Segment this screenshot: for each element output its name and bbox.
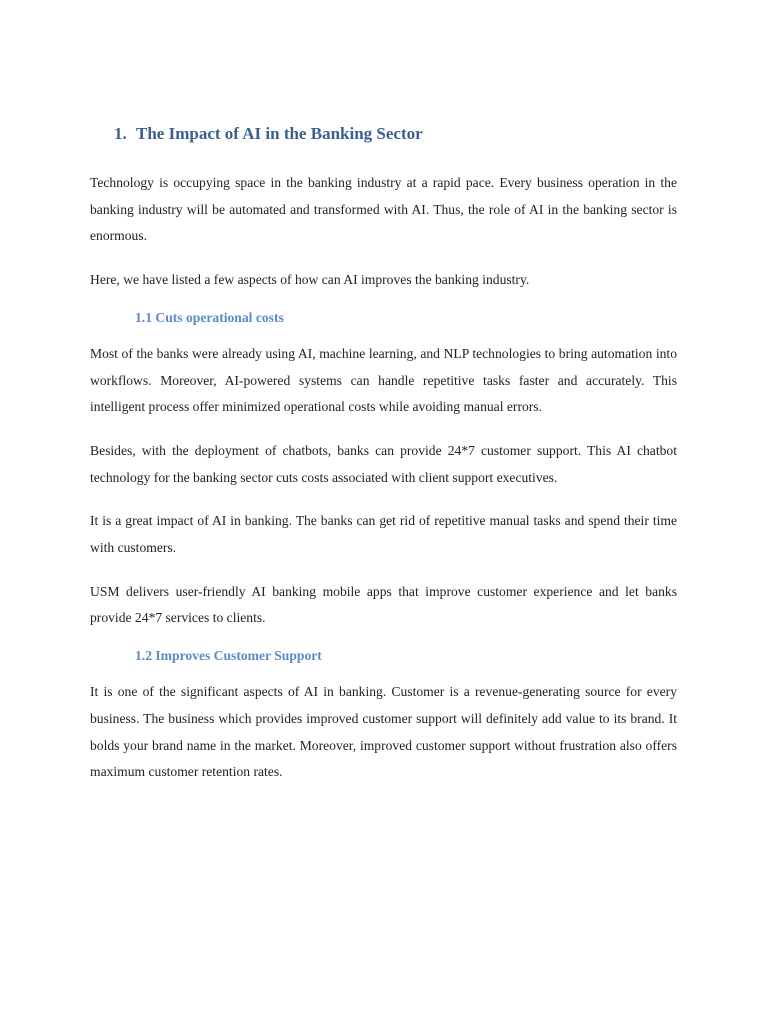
document-title <box>114 118 677 150</box>
section-paragraph: It is a great impact of AI in banking. The banks can get rid of repetitive manual tasks and spend their time with customers. <box>90 513 677 556</box>
section-paragraph: Most of the banks were already using AI, machine learning, and NLP technologies to bring automation into workflows. Moreover, AI-powered systems can handle repetitive tasks faster and accurately. This intelligent process offer minimized operational costs while avoiding manual errors. <box>90 345 677 415</box>
section-paragraph: It is one of the significant aspects of AI in banking. Customer is a revenue-generating source for every business. The business which provides improved customer support will definitely add value to its brand. It bolds your brand name in the market. Moreover, improved customer support without frustration also offers maximum customer retention rates. <box>90 684 677 780</box>
title-text: The Impact of AI in the Banking Sector <box>136 124 423 143</box>
section-heading: 1.1 Cuts operational costs <box>135 309 284 325</box>
document-content <box>90 118 677 803</box>
section-paragraph: Besides, with the deployment of chatbots, banks can provide 24*7 customer support. This AI chatbot technology for the banking sector cuts costs associated with client support executives. <box>90 442 677 485</box>
title-number: 1. <box>114 124 127 143</box>
section-paragraph: USM delivers user-friendly AI banking mobile apps that improve customer experience and let banks provide 24*7 services to clients. <box>90 583 677 626</box>
intro-paragraph: Here, we have listed a few aspects of how can AI improves the banking industry. <box>90 272 530 288</box>
intro-paragraph: Technology is occupying space in the banking industry at a rapid pace. Every business operation in the banking industry will be automated and transformed with AI. Thus, the role of AI in the banking sector is enormous. <box>90 175 677 244</box>
section-heading: 1.2 Improves Customer Support <box>135 648 322 664</box>
